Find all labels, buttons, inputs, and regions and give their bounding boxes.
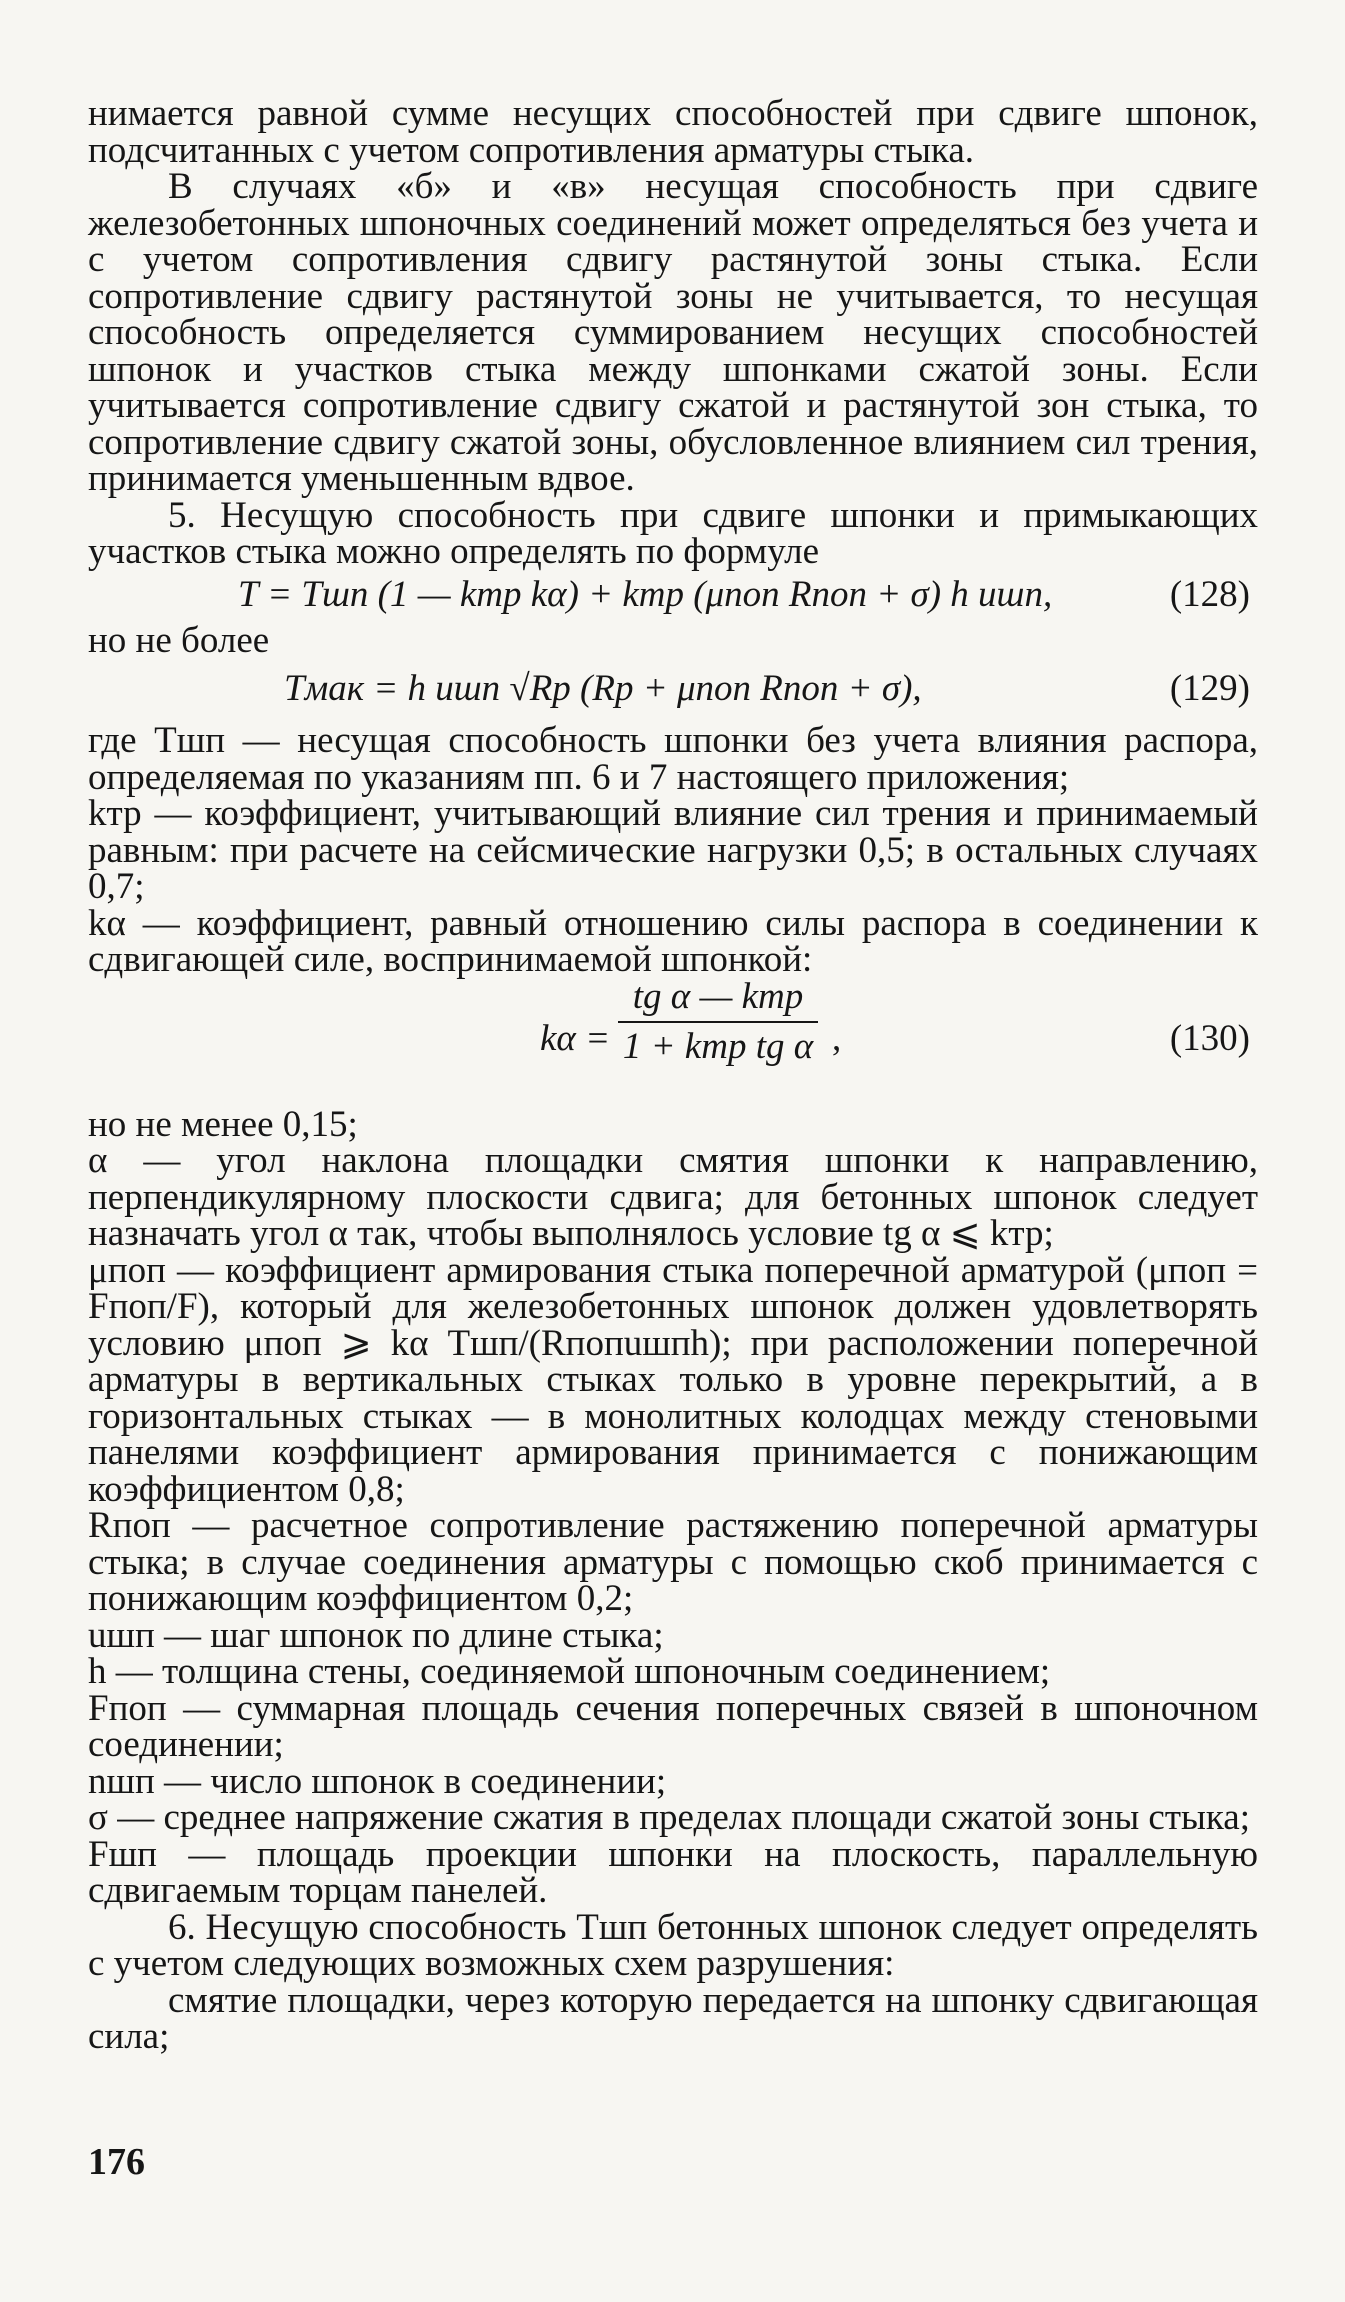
formula-129-number: (129) — [1169, 668, 1250, 709]
formula-130-denominator: 1 + kтр tg α — [622, 1026, 814, 1067]
definition-h: h — толщина стены, соединяемой шпоночным соединением; — [88, 1651, 1051, 1692]
paragraph-continuation: нимается равной сумме несущих способностей при сдвиге шпонок, подсчитанных с учетом сопротивления арматуры стыка. — [88, 93, 1258, 171]
definition-t-shp: где Tшп — несущая способность шпонки без учета влияния распора, определяемая по указаниям пп. 6 и 7 настоящего приложения; — [88, 720, 1258, 798]
formula-130-numerator: tg α — kтр — [632, 975, 804, 1017]
definition-sigma: σ — среднее напряжение сжатия в пределах площади сжатой зоны стыка; — [88, 1797, 1250, 1838]
not-less-label: но не менее 0,15; — [88, 1103, 358, 1145]
formula-128-number: (128) — [1169, 573, 1250, 615]
formula-129-expression: Tмак = h uшп √Rр (Rр + μпоп Rпоп + σ), — [284, 668, 922, 709]
paragraph-cases: В случаях «б» и «в» несущая способность при сдвиге железобетонных шпоночных соединений может определяться без учета и с учетом сопротивления сдвигу растянутой зоны стыка. Если сопротивление сдвигу растянутой зоны не учитывается, то несущая способность определяется суммированием несущих способностей шпонок и участков стыка между шпонками сжатой зоны. Если учитывается сопротивление сдвигу сжатой и растянутой зон стыка, то сопротивление сдвигу сжатой зоны, обусловленное влиянием сил трения, принимается уменьшенным вдвое. — [88, 166, 1258, 499]
definition-u-shp: uшп — шаг шпонок по длине стыка; — [88, 1614, 664, 1656]
page-number: 176 — [88, 2141, 145, 2183]
definition-k-alpha: kα — коэффициент, равный отношению силы распора в соединении к сдвигающей силе, воспринимаемой шпонкой: — [88, 902, 1258, 980]
paragraph-item-5: 5. Несущую способность при сдвиге шпонки и примыкающих участков стыка можно определять по формуле — [88, 494, 1258, 572]
text-column — [88, 93, 1258, 2057]
formula-130 — [88, 975, 1258, 1107]
not-more-label: но не более — [88, 619, 270, 661]
definition-k-tr: kтр — коэффициент, учитывающий влияние сил трения и принимаемый равным: при расчете на сейсмические нагрузки 0,5; в остальных случаях 0,7; — [88, 793, 1258, 907]
formula-130-comma: , — [832, 1017, 842, 1059]
definition-f-pop: Fпоп — суммарная площадь сечения поперечных связей в шпоночном соединении; — [88, 1687, 1258, 1765]
definition-f-shp: Fшп — площадь проекции шпонки на плоскость, параллельную сдвигаемым торцам панелей. — [88, 1833, 1258, 1911]
formula-129 — [88, 659, 1258, 719]
formula-130-number: (130) — [1169, 1017, 1250, 1059]
definition-r-pop: Rпоп — расчетное сопротивление растяжению поперечной арматуры стыка; в случае соединения арматуры с помощью скоб принимается с понижающим коэффициентом 0,2; — [88, 1505, 1258, 1619]
definition-n-shp: nшп — число шпонок в соединении; — [88, 1760, 667, 1802]
formula-128-expression: T = Tшп (1 — kтр kα) + kтр (μпоп Rпоп + σ) h uшп, — [238, 573, 1053, 615]
paragraph-item-6: 6. Несущую способность Tшп бетонных шпонок следует определять с учетом следующих возможных схем разрушения: — [88, 1906, 1258, 1984]
formula-130-fraction — [618, 975, 818, 1067]
definition-mu-pop: μпоп — коэффициент армирования стыка поперечной арматурой (μпоп = Fпоп/F), который для железобетонных шпонок должен удовлетворять условию μпоп ⩾ kα Tшп/(Rпопuшпh); при расположении поперечной арматуры в вертикальных стыках только в уровне перекрытий, а в горизонтальных стыках — в монолитных колодцах между стеновыми панелями коэффициент армирования принимается с понижающим коэффициентом 0,8; — [88, 1249, 1258, 1510]
definition-alpha: α — угол наклона площадки смятия шпонки к направлению, перпендикулярному плоскости сдвига; для бетонных шпонок следует назначать угол α так, чтобы выполнялось условие tg α ⩽ kтр; — [88, 1140, 1258, 1254]
formula-130-lhs: kα = — [540, 1017, 611, 1059]
paragraph-crushing: смятие площадки, через которую передается на шпонку сдвигающая сила; — [88, 1979, 1258, 2057]
formula-128 — [88, 571, 1258, 623]
